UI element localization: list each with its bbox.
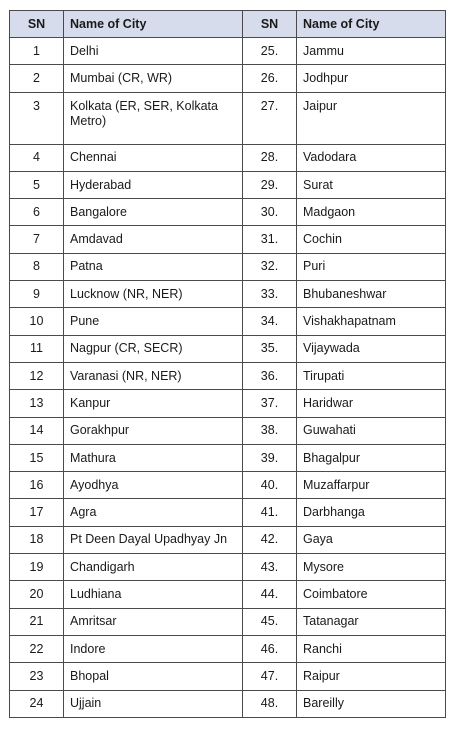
sn-cell-2: 35. xyxy=(243,335,297,362)
city-cell-2: Darbhanga xyxy=(297,499,446,526)
table-row xyxy=(10,608,446,635)
table-body xyxy=(10,38,446,718)
sn-cell: 12 xyxy=(10,362,64,389)
table-row xyxy=(10,308,446,335)
sn-cell-2: 29. xyxy=(243,171,297,198)
header-name-of-city: Name of City xyxy=(64,11,243,38)
city-cell: Patna xyxy=(64,253,243,280)
sn-cell-2: 45. xyxy=(243,608,297,635)
sn-cell: 5 xyxy=(10,171,64,198)
city-cell-2: Puri xyxy=(297,253,446,280)
sn-cell-2: 39. xyxy=(243,444,297,471)
city-table xyxy=(9,10,446,718)
sn-cell: 24 xyxy=(10,690,64,717)
city-cell-2: Vadodara xyxy=(297,144,446,171)
city-cell: Mumbai (CR, WR) xyxy=(64,65,243,92)
table-row xyxy=(10,144,446,171)
sn-cell: 2 xyxy=(10,65,64,92)
table-row xyxy=(10,253,446,280)
sn-cell-2: 40. xyxy=(243,472,297,499)
sn-cell-2: 32. xyxy=(243,253,297,280)
city-cell: Kanpur xyxy=(64,390,243,417)
sn-cell-2: 44. xyxy=(243,581,297,608)
city-cell: Varanasi (NR, NER) xyxy=(64,362,243,389)
header-row xyxy=(10,11,446,38)
city-cell: Indore xyxy=(64,635,243,662)
table-row xyxy=(10,526,446,553)
city-cell-2: Jodhpur xyxy=(297,65,446,92)
sn-cell-2: 31. xyxy=(243,226,297,253)
table-row xyxy=(10,362,446,389)
city-cell-2: Surat xyxy=(297,171,446,198)
city-cell-2: Vijaywada xyxy=(297,335,446,362)
city-cell-2: Gaya xyxy=(297,526,446,553)
table-row xyxy=(10,581,446,608)
city-cell-2: Guwahati xyxy=(297,417,446,444)
city-cell-2: Vishakhapatnam xyxy=(297,308,446,335)
sn-cell-2: 26. xyxy=(243,65,297,92)
city-cell-2: Raipur xyxy=(297,663,446,690)
table-row xyxy=(10,92,446,144)
city-cell: Kolkata (ER, SER, Kolkata Metro) xyxy=(64,92,243,144)
sn-cell-2: 43. xyxy=(243,554,297,581)
city-cell: Gorakhpur xyxy=(64,417,243,444)
sn-cell: 4 xyxy=(10,144,64,171)
sn-cell: 6 xyxy=(10,199,64,226)
city-cell-2: Madgaon xyxy=(297,199,446,226)
table-row xyxy=(10,281,446,308)
city-cell-2: Ranchi xyxy=(297,635,446,662)
sn-cell: 22 xyxy=(10,635,64,662)
sn-cell: 8 xyxy=(10,253,64,280)
sn-cell: 7 xyxy=(10,226,64,253)
city-cell: Pt Deen Dayal Upadhyay Jn xyxy=(64,526,243,553)
city-cell: Ludhiana xyxy=(64,581,243,608)
header-sn: SN xyxy=(10,11,64,38)
sn-cell-2: 25. xyxy=(243,38,297,65)
city-cell: Bangalore xyxy=(64,199,243,226)
sn-cell: 17 xyxy=(10,499,64,526)
sn-cell: 19 xyxy=(10,554,64,581)
table-row xyxy=(10,663,446,690)
city-cell: Lucknow (NR, NER) xyxy=(64,281,243,308)
city-cell-2: Cochin xyxy=(297,226,446,253)
sn-cell: 9 xyxy=(10,281,64,308)
sn-cell: 23 xyxy=(10,663,64,690)
city-cell: Ayodhya xyxy=(64,472,243,499)
table-row xyxy=(10,65,446,92)
table-row xyxy=(10,38,446,65)
sn-cell: 1 xyxy=(10,38,64,65)
sn-cell-2: 33. xyxy=(243,281,297,308)
city-cell: Ujjain xyxy=(64,690,243,717)
city-cell-2: Bhagalpur xyxy=(297,444,446,471)
city-cell-2: Bhubaneshwar xyxy=(297,281,446,308)
table-row xyxy=(10,226,446,253)
city-cell-2: Tirupati xyxy=(297,362,446,389)
city-cell: Agra xyxy=(64,499,243,526)
sn-cell-2: 47. xyxy=(243,663,297,690)
city-cell-2: Coimbatore xyxy=(297,581,446,608)
city-cell: Chandigarh xyxy=(64,554,243,581)
table-row xyxy=(10,499,446,526)
city-cell: Chennai xyxy=(64,144,243,171)
city-cell: Pune xyxy=(64,308,243,335)
sn-cell-2: 38. xyxy=(243,417,297,444)
sn-cell-2: 48. xyxy=(243,690,297,717)
city-cell: Amritsar xyxy=(64,608,243,635)
sn-cell-2: 27. xyxy=(243,92,297,144)
table-row xyxy=(10,444,446,471)
sn-cell: 20 xyxy=(10,581,64,608)
city-cell-2: Tatanagar xyxy=(297,608,446,635)
city-cell-2: Mysore xyxy=(297,554,446,581)
sn-cell-2: 37. xyxy=(243,390,297,417)
table-row xyxy=(10,554,446,581)
sn-cell-2: 34. xyxy=(243,308,297,335)
city-cell: Bhopal xyxy=(64,663,243,690)
city-table-container xyxy=(9,10,445,718)
table-row xyxy=(10,472,446,499)
sn-cell: 13 xyxy=(10,390,64,417)
city-cell: Amdavad xyxy=(64,226,243,253)
table-header xyxy=(10,11,446,38)
sn-cell: 10 xyxy=(10,308,64,335)
city-cell-2: Bareilly xyxy=(297,690,446,717)
sn-cell-2: 30. xyxy=(243,199,297,226)
table-row xyxy=(10,690,446,717)
sn-cell: 21 xyxy=(10,608,64,635)
sn-cell-2: 41. xyxy=(243,499,297,526)
sn-cell-2: 42. xyxy=(243,526,297,553)
table-row xyxy=(10,635,446,662)
city-cell: Delhi xyxy=(64,38,243,65)
table-row xyxy=(10,171,446,198)
city-cell: Mathura xyxy=(64,444,243,471)
table-row xyxy=(10,335,446,362)
sn-cell: 16 xyxy=(10,472,64,499)
sn-cell-2: 28. xyxy=(243,144,297,171)
sn-cell: 15 xyxy=(10,444,64,471)
city-cell: Hyderabad xyxy=(64,171,243,198)
city-cell-2: Jammu xyxy=(297,38,446,65)
header-name-of-city-2: Name of City xyxy=(297,11,446,38)
sn-cell: 11 xyxy=(10,335,64,362)
sn-cell-2: 36. xyxy=(243,362,297,389)
table-row xyxy=(10,390,446,417)
city-cell: Nagpur (CR, SECR) xyxy=(64,335,243,362)
sn-cell: 18 xyxy=(10,526,64,553)
city-cell-2: Muzaffarpur xyxy=(297,472,446,499)
sn-cell: 14 xyxy=(10,417,64,444)
header-sn-2: SN xyxy=(243,11,297,38)
table-row xyxy=(10,199,446,226)
table-row xyxy=(10,417,446,444)
city-cell-2: Haridwar xyxy=(297,390,446,417)
sn-cell: 3 xyxy=(10,92,64,144)
sn-cell-2: 46. xyxy=(243,635,297,662)
city-cell-2: Jaipur xyxy=(297,92,446,144)
